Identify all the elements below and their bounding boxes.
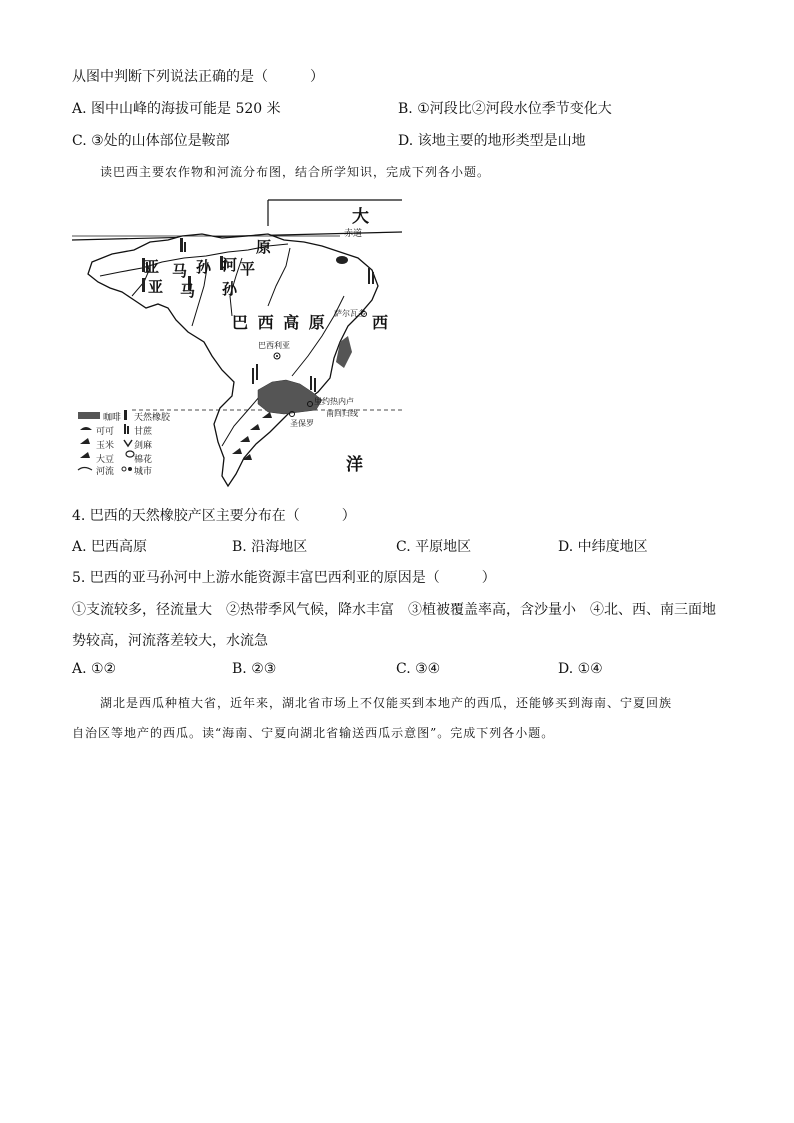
legend-label-sisal: 剑麻 — [134, 441, 153, 451]
region-label-xi: 西 — [372, 313, 389, 332]
legend-label-cotton: 棉花 — [134, 455, 153, 465]
highland-label: 巴 西 高 原 — [232, 313, 327, 332]
legend-label-river: 河流 — [96, 467, 115, 477]
legend-label-city: 城市 — [134, 467, 153, 477]
legend-label-rubber: 天然橡胶 — [134, 413, 171, 423]
legend-label-coffee: 咖啡 — [103, 413, 122, 423]
brazil-intro-text: 读巴西主要农作物和河流分布图，结合所学知识，完成下列各小题。 — [100, 165, 491, 179]
hubei-intro-line2: 自治区等地产的西瓜。读“海南、宁夏向湖北省输送西瓜示意图”。完成下列各小题。 — [72, 726, 555, 740]
ocean-label-top: 大 — [352, 207, 369, 227]
legend-label-sugarcane: 甘蔗 — [134, 427, 153, 437]
region-label-ma-1: 马 — [172, 262, 188, 280]
question-5-option-b[interactable]: B. ②③ — [232, 661, 277, 677]
question-4-option-a[interactable]: A. 巴西高原 — [72, 539, 148, 555]
legend-label-cocoa: 可可 — [96, 427, 115, 437]
question-5-statements-line1: ①支流较多，径流量大 ②热带季风气候，降水丰富 ③植被覆盖率高，含沙量小 ④北、西、南三面地 — [72, 602, 716, 618]
region-label-sun-1: 孙 — [196, 258, 212, 276]
region-label-ping: 平 — [240, 260, 256, 278]
question-4-option-d[interactable]: D. 中纬度地区 — [558, 539, 648, 555]
tropic-label: 南回归线 — [326, 409, 358, 418]
question-5-option-a[interactable]: A. ①② — [72, 661, 117, 677]
question-4-option-b[interactable]: B. 沿海地区 — [232, 539, 308, 555]
region-label-ma-2: 马 — [180, 282, 196, 300]
legend-label-corn: 玉米 — [96, 441, 115, 451]
region-label-ya-2: 亚 — [148, 278, 164, 296]
city-label-brasilia: 巴西利亚 — [258, 341, 290, 350]
question-3-option-c[interactable]: C. ③处的山体部位是鞍部 — [72, 133, 230, 149]
region-label-yuan: 原 — [256, 238, 272, 256]
brazil-map-svg — [72, 196, 402, 491]
city-label-saopaulo: 圣保罗 — [290, 419, 314, 428]
question-5-option-c[interactable]: C. ③④ — [396, 661, 441, 677]
question-5-option-d[interactable]: D. ①④ — [558, 661, 603, 677]
question-3-option-b[interactable]: B. ①河段比②河段水位季节变化大 — [398, 101, 612, 117]
region-label-ya-1: 亚 — [144, 258, 160, 276]
question-5-stem: 5. 巴西的亚马孙河中上游水能资源丰富巴西利亚的原因是（ ） — [72, 570, 496, 586]
equator-label: 赤道 — [344, 229, 363, 239]
region-label-sun-2: 孙 — [222, 280, 238, 298]
question-3-option-d[interactable]: D. 该地主要的地形类型是山地 — [398, 133, 586, 149]
hubei-intro-line1: 湖北是西瓜种植大省，近年来，湖北省市场上不仅能买到本地产的西瓜，还能够买到海南、宁夏回族 — [100, 696, 673, 710]
city-label-rio: 里约热内卢 — [314, 397, 354, 406]
region-label-he: 河 — [222, 256, 238, 274]
legend-label-soybean: 大豆 — [96, 455, 115, 465]
question-4-stem: 4. 巴西的天然橡胶产区主要分布在（ ） — [72, 508, 356, 524]
brazil-crop-map — [72, 196, 402, 491]
question-3-stem: 从图中判断下列说法正确的是（ ） — [72, 69, 324, 85]
ocean-label-bottom: 洋 — [346, 455, 363, 475]
question-4-option-c[interactable]: C. 平原地区 — [396, 539, 472, 555]
question-3-option-a[interactable]: A. 图中山峰的海拔可能是 520 米 — [72, 101, 281, 117]
city-label-salvador: 萨尔瓦多 — [334, 309, 366, 318]
question-5-statements-line2: 势较高，河流落差较大，水流急 — [72, 633, 268, 649]
